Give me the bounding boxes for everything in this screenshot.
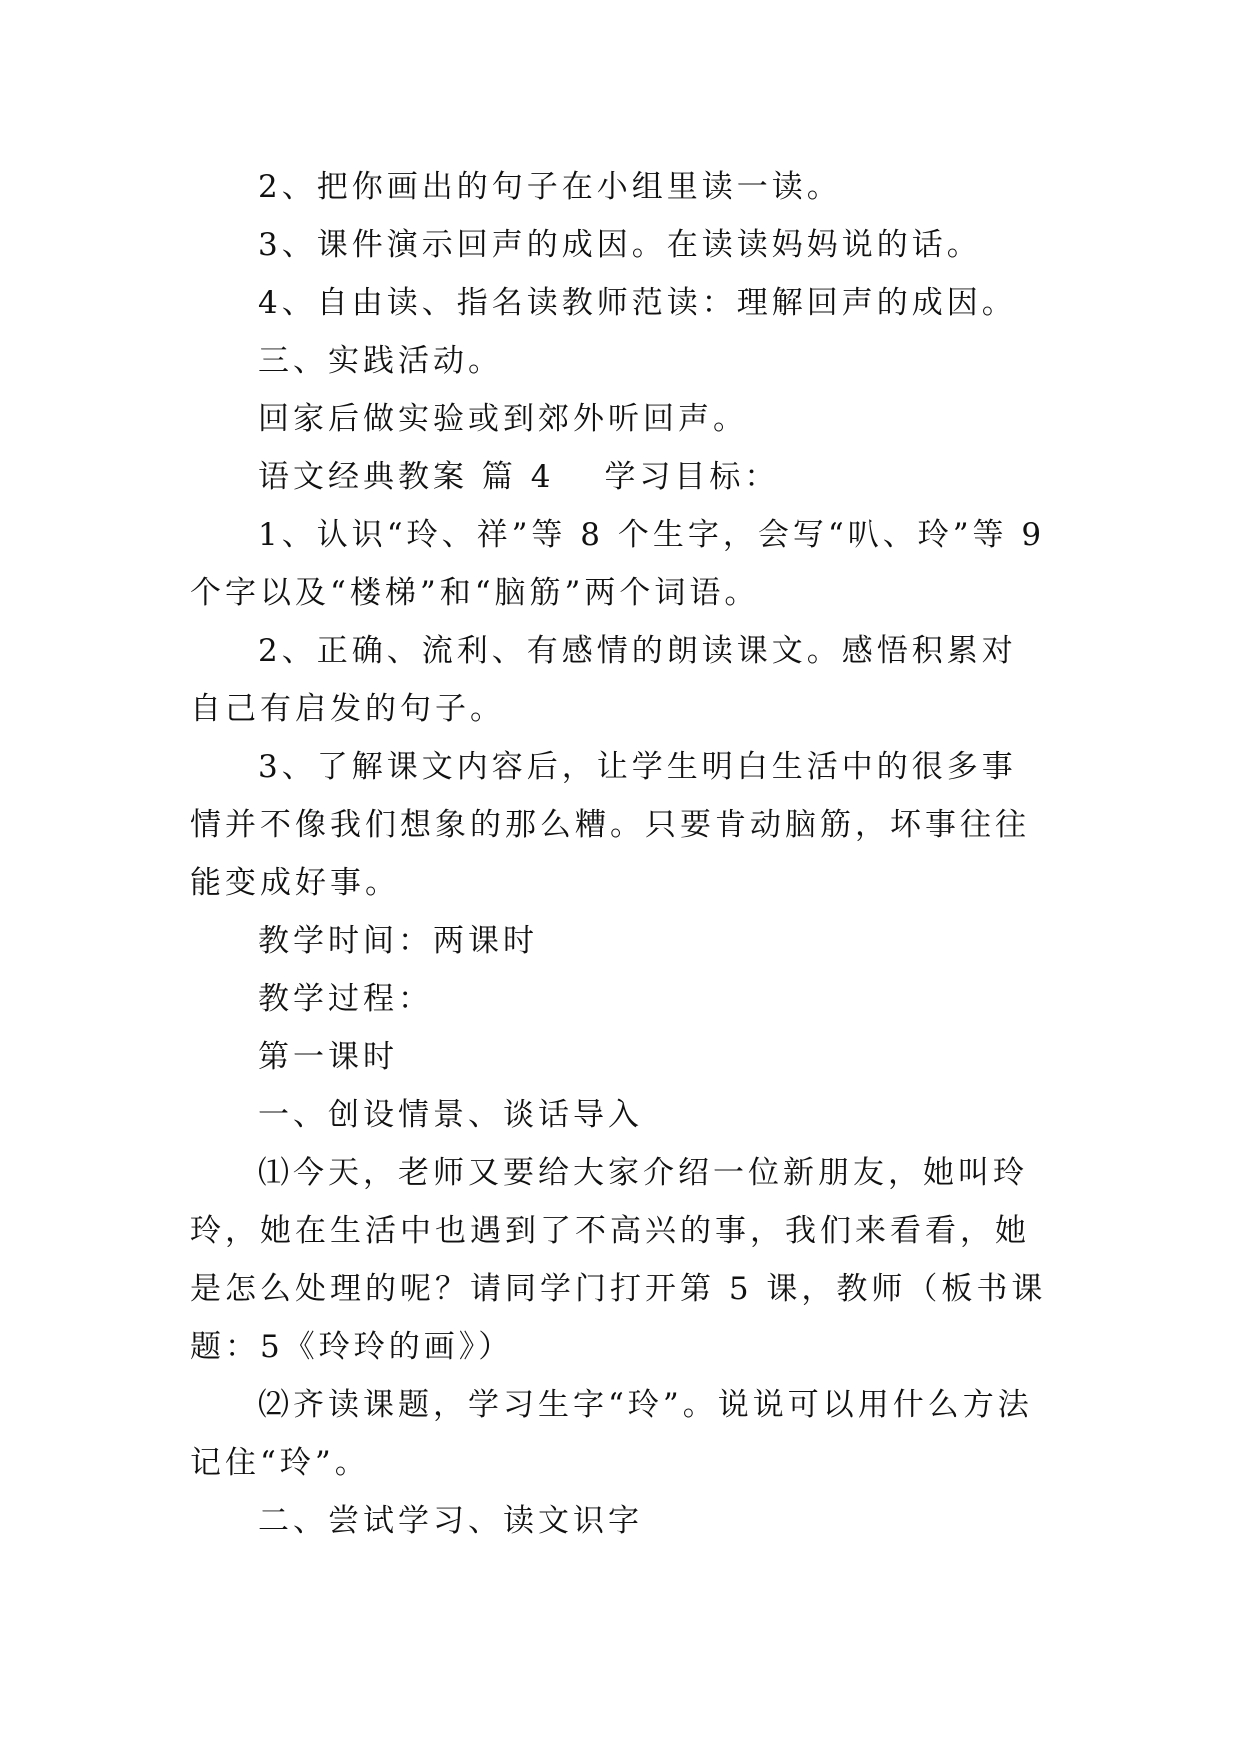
paragraph-11: 教学过程： [258,981,433,1017]
document-page [190,158,1050,1550]
paragraph-7: 1、认识“玲、祥”等 8 个生字，会写“叭、玲”等 9 个字以及“楼梯”和“脑筋”两个词语。 [190,517,1046,611]
paragraph-13: 一、创设情景、谈话导入 [258,1097,643,1133]
paragraph-14: ⑴今天，老师又要给大家介绍一位新朋友，她叫玲玲，她在生活中也遇到了不高兴的事，我们来看看，她是怎么处理的呢？请同学门打开第 5 课，教师（板书课题：5《玲玲的画》） [190,1155,1047,1365]
paragraph-3: 4、自由读、指名读教师范读：理解回声的成因。 [258,285,1017,321]
paragraph-10: 教学时间：两课时 [258,923,538,959]
paragraph-4: 三、实践活动。 [258,343,503,379]
section-heading [190,448,1050,506]
paragraph-12: 第一课时 [258,1039,398,1075]
paragraph-9: 3、了解课文内容后，让学生明白生活中的很多事情并不像我们想象的那么糟。只要肯动脑筋，坏事往往能变成好事。 [190,749,1030,901]
paragraph-15: ⑵齐读课题，学习生字“玲”。说说可以用什么方法记住“玲”。 [190,1387,1033,1481]
learning-goals-label: 学习目标： [604,459,780,495]
paragraph-8: 2、正确、流利、有感情的朗读课文。感悟积累对自己有启发的句子。 [190,633,1017,727]
paragraph-2: 3、课件演示回声的成因。在读读妈妈说的话。 [258,227,982,263]
paragraph-16: 二、尝试学习、读文识字 [258,1503,643,1539]
paragraph-5: 回家后做实验或到郊外听回声。 [258,401,748,437]
paragraph-1: 2、把你画出的句子在小组里读一读。 [258,169,842,205]
section-title: 语文经典教案 篇 4 [258,459,555,495]
